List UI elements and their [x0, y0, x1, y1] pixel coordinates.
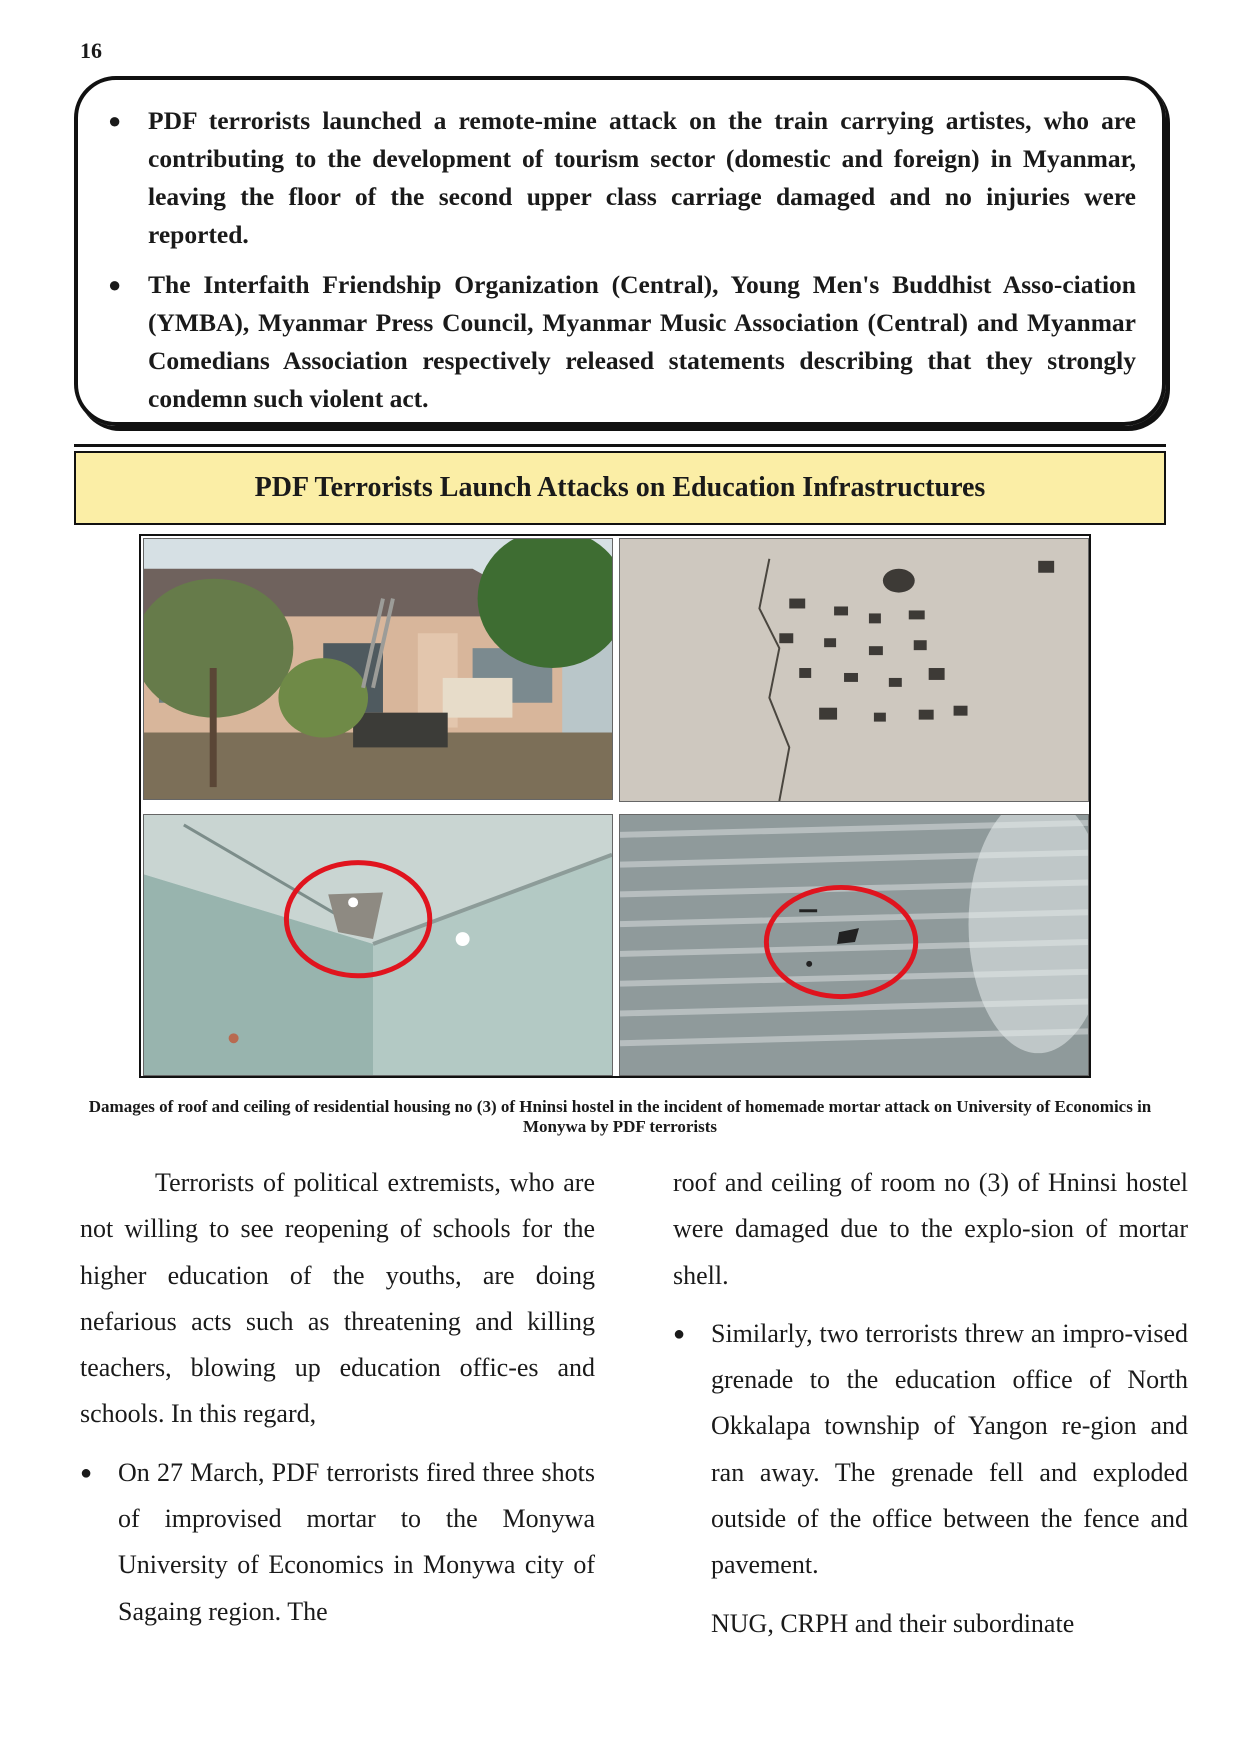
photo-caption: Damages of roof and ceiling of residential housing no (3) of Hninsi hostel in the incident of homemade mortar attack on University of Economics in Monywa by PDF terrorists — [88, 1097, 1152, 1136]
page-number: 16 — [80, 38, 102, 63]
body-bullet-text: Similarly, two terrorists threw an impro-vised grenade to the education office of North Okkalapa township of Yangon re-gion and ran away. The grenade fell and exploded outside of the office between the fence and pavement. — [711, 1318, 1188, 1580]
highlight-bullet-text: The Interfaith Friendship Organization (Central), Young Men's Buddhist Asso-ciation (YMBA), Myanmar Press Council, Myanmar Music Association (Central) and Myanmar Comedians Association respectively released statements describing that they strongly condemn such violent act. — [148, 270, 1136, 413]
bullet-icon: ● — [80, 1461, 93, 1484]
intro-paragraph: Terrorists of political extremists, who are not willing to see reopening of schools for the higher education of the youths, are doing nefarious acts such as threatening and killing teachers, blowing up education offic-es and schools. In this regard, — [80, 1168, 595, 1429]
body-bullet — [673, 1311, 1188, 1589]
highlight-bullet — [108, 266, 1136, 418]
body-column-right — [673, 1160, 1188, 1647]
photo-building-exterior — [143, 538, 613, 800]
body-bullet-text: On 27 March, PDF terrorists fired three shots of improvised mortar to the Monywa University of Economics in Monywa city of Sagaing region. The — [118, 1457, 595, 1626]
highlight-bullet — [108, 102, 1136, 254]
body-column-left — [80, 1160, 595, 1635]
photo-grid — [139, 534, 1091, 1078]
bullet-icon: ● — [108, 108, 122, 133]
photo-damaged-ceiling — [143, 814, 613, 1076]
highlight-bullet-list — [108, 102, 1136, 418]
body-bullet — [80, 1450, 595, 1635]
photo-damaged-roof — [619, 814, 1089, 1076]
continuation-paragraph: roof and ceiling of room no (3) of Hninsi hostel were damaged due to the explo-sion of mortar shell. — [673, 1168, 1188, 1290]
bullet-icon: ● — [673, 1322, 686, 1345]
highlight-box — [74, 76, 1166, 426]
closing-paragraph: NUG, CRPH and their subordinate — [711, 1608, 1075, 1638]
section-heading: PDF Terrorists Launch Attacks on Education Infrastructures — [74, 451, 1166, 525]
bullet-icon: ● — [108, 272, 122, 297]
section-divider — [74, 444, 1166, 447]
highlight-bullet-text: PDF terrorists launched a remote-mine attack on the train carrying artistes, who are contributing to the development of tourism sector (domestic and foreign) in Myanmar, leaving the floor of the second upper class carriage damaged and no injuries were reported. — [148, 106, 1136, 249]
photo-shrapnel-fragments — [619, 538, 1089, 802]
